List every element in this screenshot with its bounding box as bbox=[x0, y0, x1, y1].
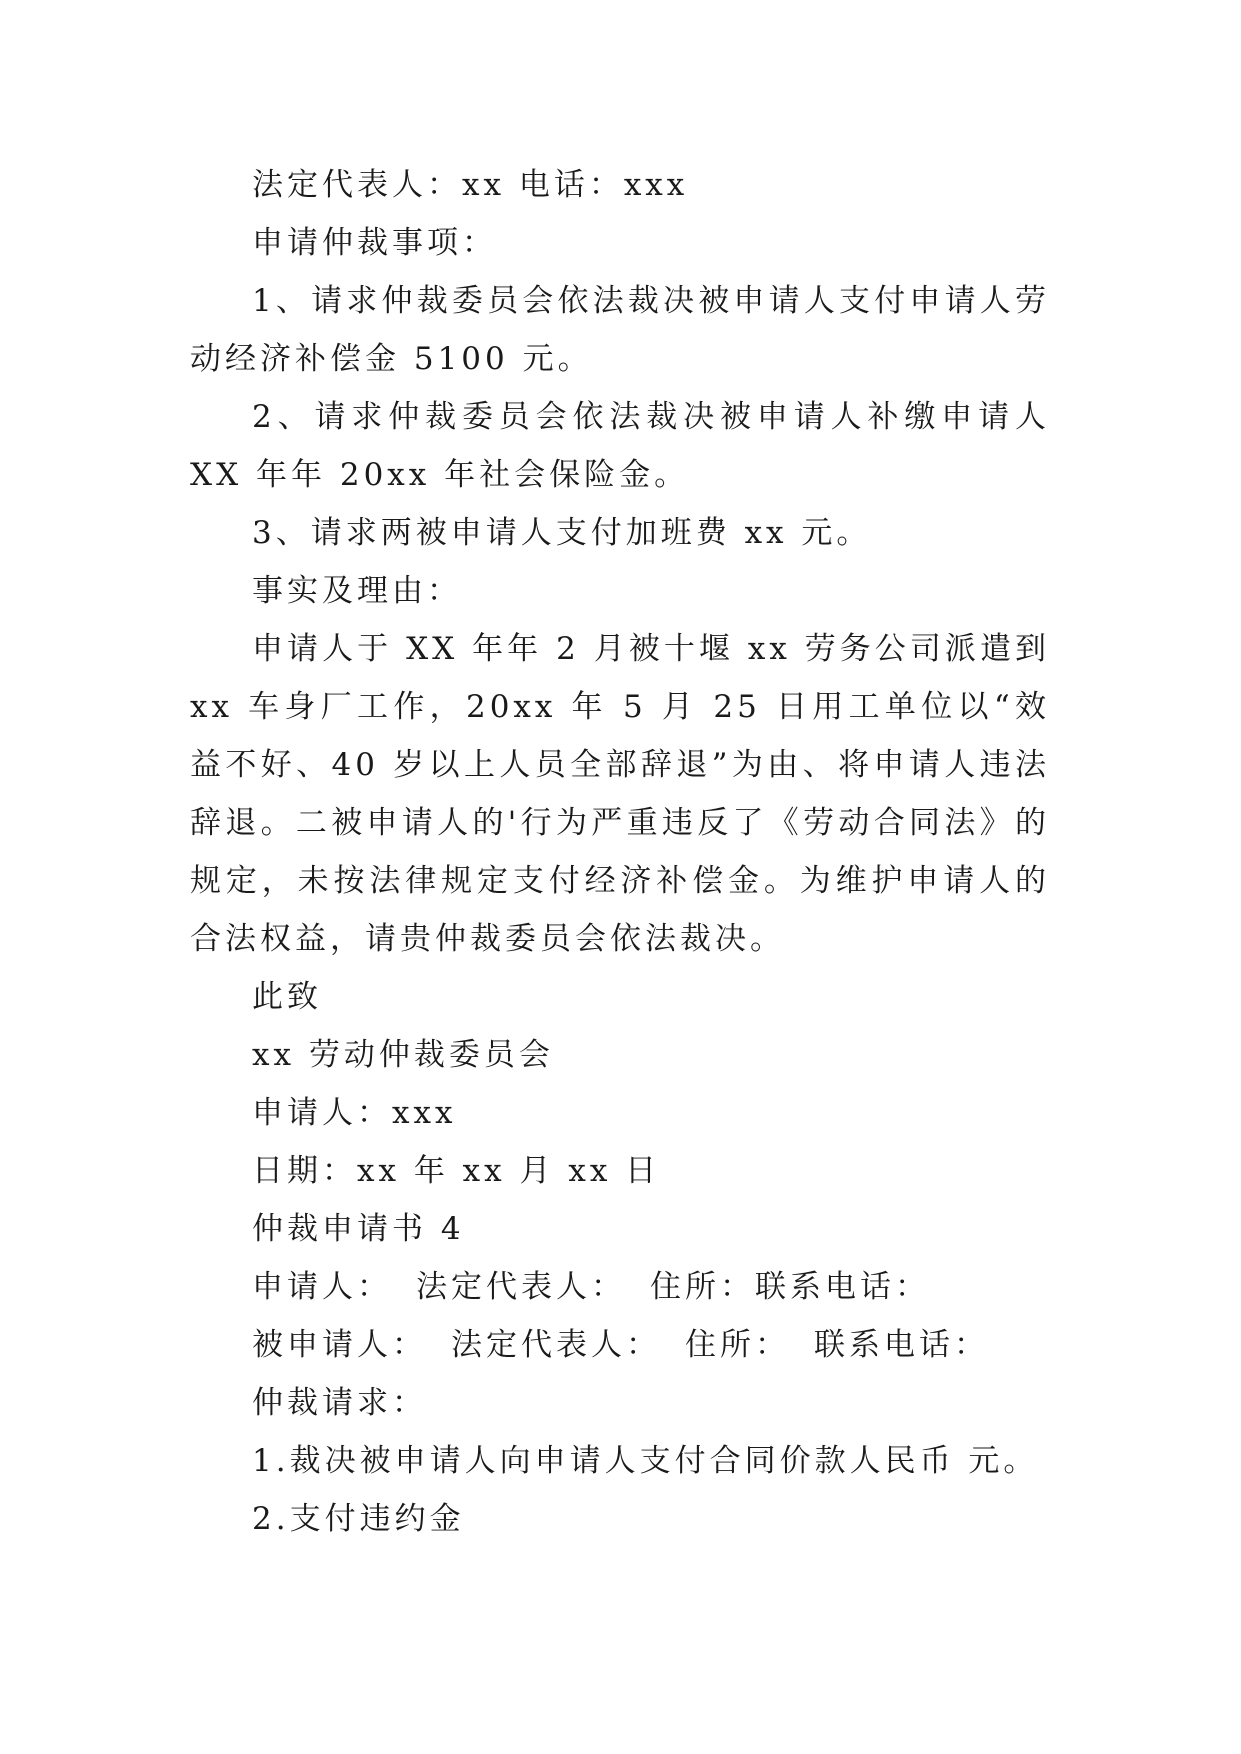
recipient-committee: xx 劳动仲裁委员会 bbox=[252, 1037, 554, 1073]
respondent-legal-rep-label: 法定代表人： bbox=[451, 1327, 661, 1363]
facts-reasons-heading: 事实及理由： bbox=[252, 573, 462, 609]
respondent-address-label: 住所： bbox=[685, 1327, 790, 1363]
respondent-label: 被申请人： bbox=[252, 1327, 427, 1363]
applicant-phone-label: 联系电话： bbox=[755, 1269, 930, 1305]
request-item-2: 2.支付违约金 bbox=[252, 1501, 465, 1537]
request-item-1: 1.裁决被申请人向申请人支付合同价款人民币 元。 bbox=[252, 1443, 1039, 1479]
applicant-signature: 申请人：xxx bbox=[252, 1095, 457, 1131]
date-line: 日期：xx 年 xx 月 xx 日 bbox=[252, 1153, 661, 1189]
document-body bbox=[190, 156, 1050, 1548]
applicant-info-line bbox=[190, 1258, 1050, 1316]
salutation: 此致 bbox=[252, 979, 322, 1015]
claim-item-1: 1、请求仲裁委员会依法裁决被申请人支付申请人劳动经济补偿金 5100 元。 bbox=[190, 283, 1050, 377]
facts-reasons-paragraph: 申请人于 XX 年年 2 月被十堰 xx 劳务公司派遣到 xx 车身厂工作，20xx 年 5 月 25 日用工单位以“效益不好、40 岁以上人员全部辞退”为由、将申请人违法辞退。二被申请人的'行为严重违反了《劳动合同法》的规定，未按法律规定支付经济补偿金。为维护申请人的合法权益，请贵仲裁委员会依法裁决。 bbox=[190, 631, 1050, 957]
applicant-label: 申请人： bbox=[252, 1269, 392, 1305]
arbitration-items-heading: 申请仲裁事项： bbox=[252, 225, 497, 261]
claim-item-2: 2、请求仲裁委员会依法裁决被申请人补缴申请人 XX 年年 20xx 年社会保险金。 bbox=[190, 399, 1050, 493]
applicant-legal-rep-label: 法定代表人： bbox=[416, 1269, 626, 1305]
arbitration-request-heading: 仲裁请求： bbox=[252, 1385, 427, 1421]
respondent-phone-label: 联系电话： bbox=[814, 1327, 989, 1363]
respondent-info-line bbox=[190, 1316, 1050, 1374]
claim-item-3: 3、请求两被申请人支付加班费 xx 元。 bbox=[252, 515, 872, 551]
section-title: 仲裁申请书 4 bbox=[252, 1211, 465, 1247]
applicant-address-label: 住所： bbox=[650, 1269, 755, 1305]
legal-rep-phone-line: 法定代表人：xx 电话：xxx bbox=[252, 167, 689, 203]
